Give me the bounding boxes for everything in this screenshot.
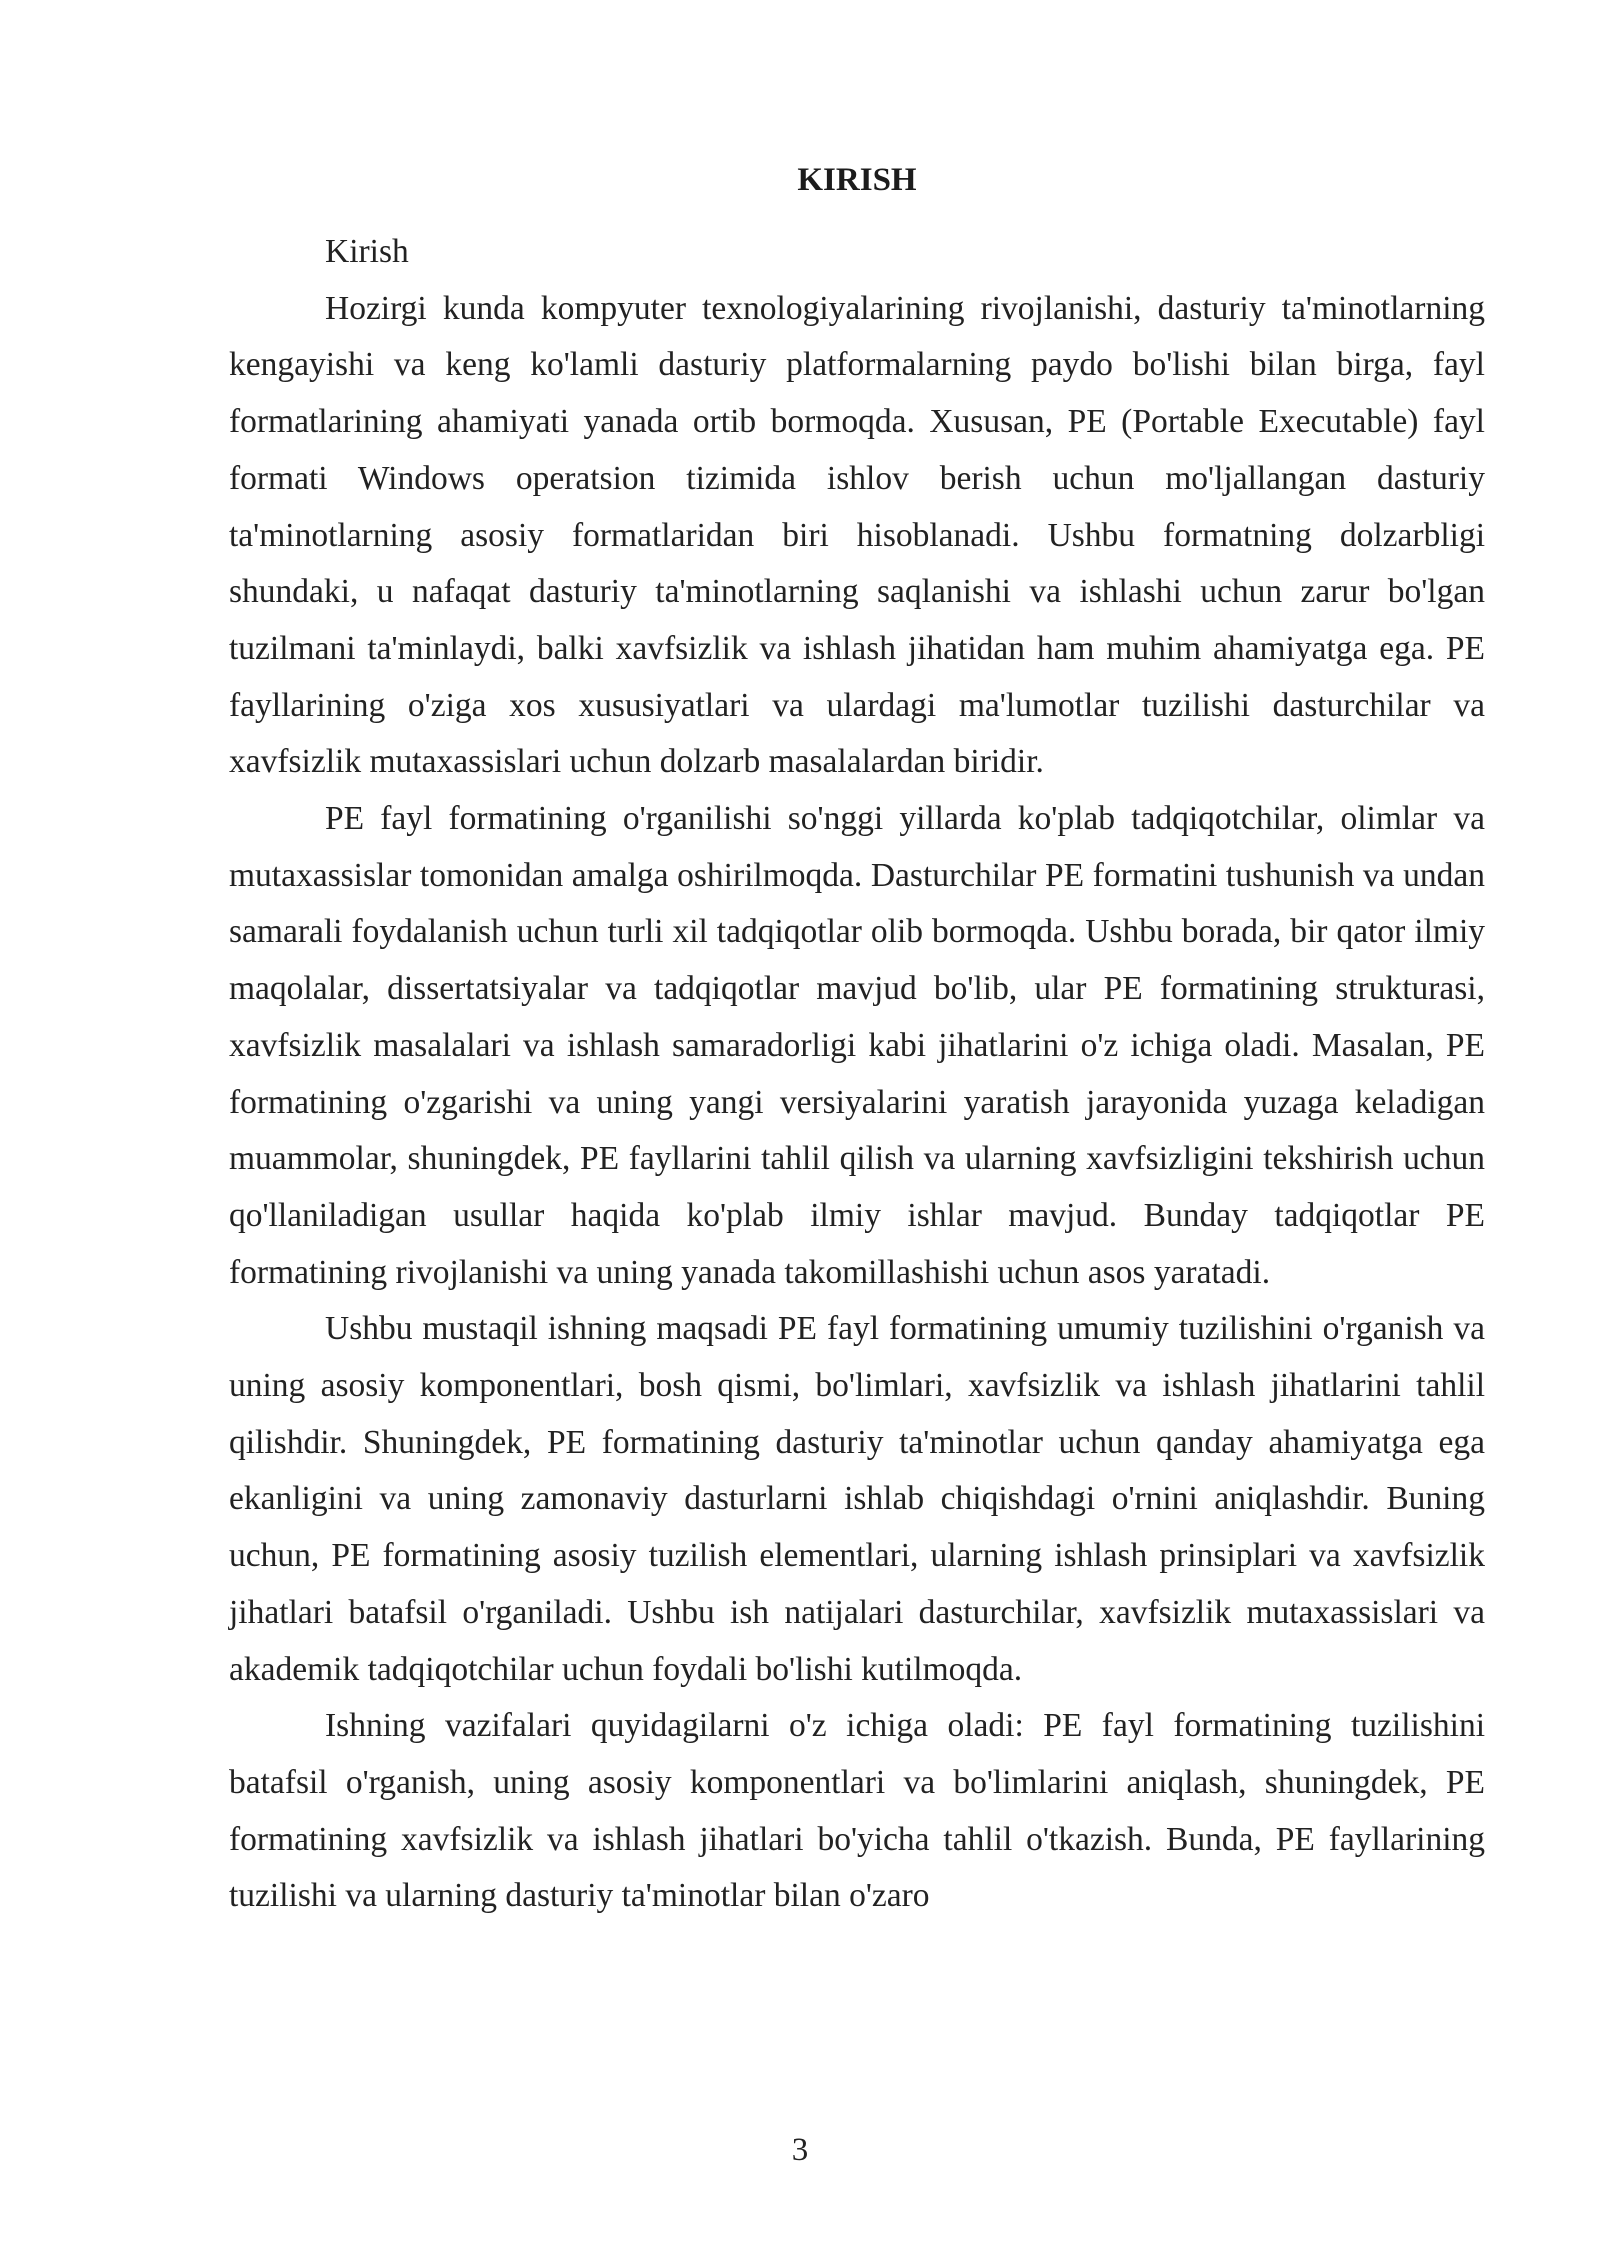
paragraph: Ishning vazifalari quyidagilarni o'z ichiga oladi: PE fayl formatining tuzilishini batafsil o'rganish, uning asosiy komponentlari va bo'limlarini aniqlash, shuningdek, PE formatining xavfsizlik va ishlash jihatlari bo'yicha tahlil o'tkazish. Bunda, PE fayllarining tuzilishi va ularning dasturiy ta'minotlar bilan o'zaro bbox=[229, 1707, 1485, 1915]
paragraph-heading: Kirish bbox=[325, 233, 409, 270]
paragraph: Ushbu mustaqil ishning maqsadi PE fayl formatining umumiy tuzilishini o'rganish va uning asosiy komponentlari, bosh qismi, bo'limlari, xavfsizlik va ishlash jihatlarini tahlil qilishdir. Shuningdek, PE formatining dasturiy ta'minotlar uchun qanday ahamiyatga ega ekanligini va uning zamonaviy dasturlarni ishlab chiqishdagi o'rnini aniqlashdir. Buning uchun, PE formatining asosiy tuzilish elementlari, ularning ishlash prinsiplari va xavfsizlik jihatlari batafsil o'rganiladi. Ushbu ish natijalari dasturchilar, xavfsizlik mutaxassislari va akademik tadqiqotchilar uchun foydali bo'lishi kutilmoqda. bbox=[229, 1310, 1485, 1688]
paragraph: Hozirgi kunda kompyuter texnologiyalarining rivojlanishi, dasturiy ta'minotlarning kengayishi va keng ko'lamli dasturiy platformalarning paydo bo'lishi bilan birga, fayl formatlarining ahamiyati yanada ortib bormoqda. Xususan, PE (Portable Executable) fayl formati Windows operatsion tizimida ishlov berish uchun mo'ljallangan dasturiy ta'minotlarning asosiy formatlaridan biri hisoblanadi. Ushbu formatning dolzarbligi shundaki, u nafaqat dasturiy ta'minotlarning saqlanishi va ishlashi uchun zarur bo'lgan tuzilmani ta'minlaydi, balki xavfsizlik va ishlash jihatidan ham muhim ahamiyatga ega. PE fayllarining o'ziga xos xususiyatlari va ulardagi ma'lumotlar tuzilishi dasturchilar va xavfsizlik mutaxassislari uchun dolzarb masalalardan biridir. bbox=[229, 289, 1485, 781]
page-number: 3 bbox=[791, 2132, 809, 2168]
page-content bbox=[229, 160, 1485, 1925]
page-title: KIRISH bbox=[797, 162, 917, 198]
paragraph: PE fayl formatining o'rganilishi so'nggi yillarda ko'plab tadqiqotchilar, olimlar va mutaxassislar tomonidan amalga oshirilmoqda. Dasturchilar PE formatini tushunish va undan samarali foydalanish uchun turli xil tadqiqotlar olib bormoqda. Ushbu borada, bir qator ilmiy maqolalar, dissertatsiyalar va tadqiqotlar mavjud bo'lib, ular PE formatining strukturasi, xavfsizlik masalalari va ishlash samaradorligi kabi jihatlarini o'z ichiga oladi. Masalan, PE formatining o'zgarishi va uning yangi versiyalarini yaratish jarayonida yuzaga keladigan muammolar, shuningdek, PE fayllarini tahlil qilish va ularning xavfsizligini tekshirish uchun qo'llaniladigan usullar haqida ko'plab ilmiy ishlar mavjud. Bunday tadqiqotlar PE formatining rivojlanishi va uning yanada takomillashishi uchun asos yaratadi. bbox=[229, 800, 1485, 1291]
